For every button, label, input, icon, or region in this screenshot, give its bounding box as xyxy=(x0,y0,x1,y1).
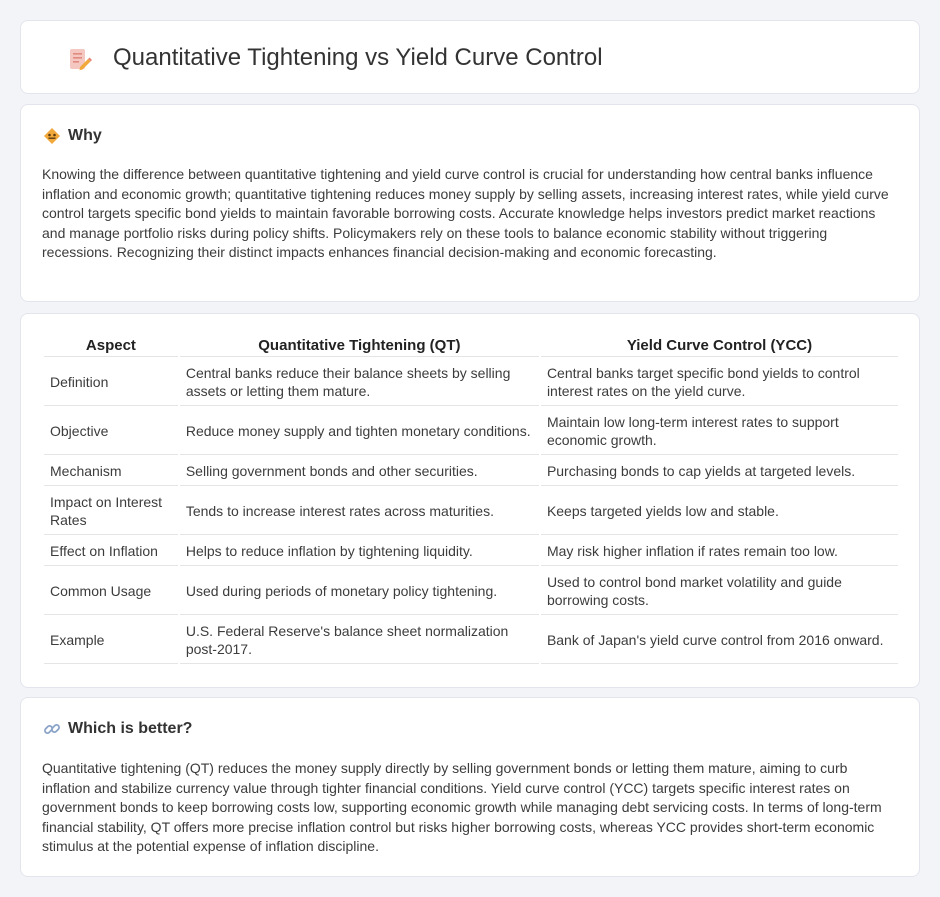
cell-ycc: May risk higher inflation if rates remain too low. xyxy=(541,537,898,566)
cell-aspect: Definition xyxy=(44,359,178,406)
document-pencil-icon xyxy=(67,47,93,73)
cell-ycc: Central banks target specific bond yields to control interest rates on the yield curve. xyxy=(541,359,898,406)
cell-aspect: Objective xyxy=(44,408,178,455)
cell-qt: Reduce money supply and tighten monetary conditions. xyxy=(180,408,539,455)
table-row xyxy=(44,537,898,566)
better-header xyxy=(43,720,192,738)
cell-ycc: Purchasing bonds to cap yields at targeted levels. xyxy=(541,457,898,486)
table-row xyxy=(44,488,898,535)
link-icon xyxy=(43,720,61,738)
header-ycc: Yield Curve Control (YCC) xyxy=(541,333,898,357)
title-card xyxy=(20,20,920,94)
cell-ycc: Maintain low long-term interest rates to support economic growth. xyxy=(541,408,898,455)
page-title: Quantitative Tightening vs Yield Curve Control xyxy=(113,44,603,71)
cell-aspect: Mechanism xyxy=(44,457,178,486)
comparison-table xyxy=(42,331,900,666)
cell-qt: Tends to increase interest rates across maturities. xyxy=(180,488,539,535)
better-body: Quantitative tightening (QT) reduces the money supply directly by selling government bonds or letting them mature, aiming to curb inflation and stabilize currency value through tighter financial conditions. Yield curve control (YCC) targets specific interest rates on government bonds to keep borrowing costs low, supporting economic growth while managing debt servicing costs. In terms of long-term financial stability, QT offers more precise inflation control but risks higher borrowing costs, whereas YCC provides short-term economic stimulus at the potential expense of inflation discipline. xyxy=(42,760,882,854)
cell-aspect: Example xyxy=(44,617,178,664)
cell-qt: Used during periods of monetary policy tightening. xyxy=(180,568,539,615)
header-aspect: Aspect xyxy=(44,333,178,357)
table-row xyxy=(44,359,898,406)
cell-ycc: Keeps targeted yields low and stable. xyxy=(541,488,898,535)
table-header-row xyxy=(44,333,898,357)
why-header xyxy=(43,127,102,145)
cell-aspect: Impact on Interest Rates xyxy=(44,488,178,535)
cell-ycc: Bank of Japan's yield curve control from 2016 onward. xyxy=(541,617,898,664)
cell-qt: Central banks reduce their balance sheets by selling assets or letting them mature. xyxy=(180,359,539,406)
header-qt: Quantitative Tightening (QT) xyxy=(180,333,539,357)
why-section xyxy=(20,104,920,302)
comparison-table-card xyxy=(20,313,920,688)
why-heading: Why xyxy=(68,127,102,144)
cell-aspect: Common Usage xyxy=(44,568,178,615)
table-row xyxy=(44,568,898,615)
cell-qt: Selling government bonds and other securities. xyxy=(180,457,539,486)
cell-ycc: Used to control bond market volatility and guide borrowing costs. xyxy=(541,568,898,615)
diamond-sign-icon xyxy=(43,127,61,145)
better-heading: Which is better? xyxy=(68,720,193,737)
which-is-better-section xyxy=(20,697,920,877)
cell-aspect: Effect on Inflation xyxy=(44,537,178,566)
cell-qt: U.S. Federal Reserve's balance sheet normalization post-2017. xyxy=(180,617,539,664)
table-row xyxy=(44,408,898,455)
table-row xyxy=(44,457,898,486)
table-row xyxy=(44,617,898,664)
cell-qt: Helps to reduce inflation by tightening liquidity. xyxy=(180,537,539,566)
why-body: Knowing the difference between quantitative tightening and yield curve control is crucial for understanding how central banks influence inflation and economic growth; quantitative tightening reduces money supply by selling assets, increasing interest rates, while yield curve control targets specific bond yields to maintain favorable borrowing costs. Accurate knowledge helps investors predict market reactions and manage portfolio risks during policy shifts. Policymakers rely on these tools to balance economic stability without triggering recessions. Recognizing their distinct impacts enhances financial decision-making and economic forecasting. xyxy=(42,166,889,260)
